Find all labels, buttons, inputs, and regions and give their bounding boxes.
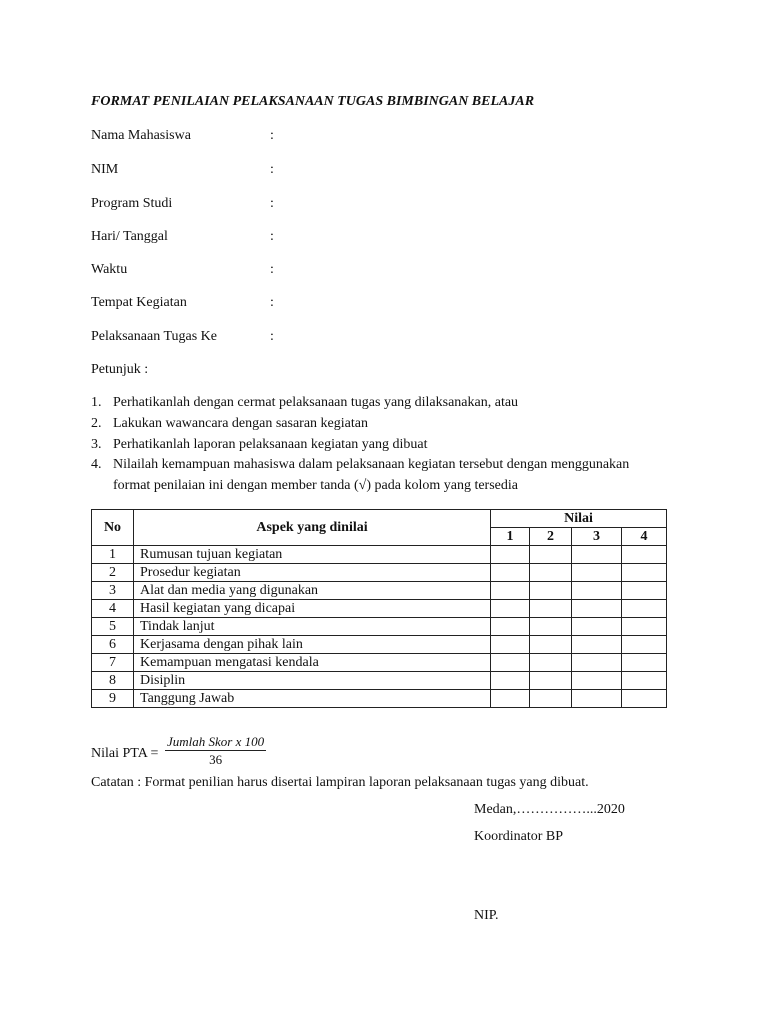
row-aspek: Kemampuan mengatasi kendala	[134, 654, 491, 672]
score-col-4: 4	[622, 528, 667, 546]
score-cell[interactable]	[530, 690, 572, 708]
score-cell[interactable]	[622, 654, 667, 672]
score-cell[interactable]	[622, 600, 667, 618]
row-aspek: Kerjasama dengan pihak lain	[134, 636, 491, 654]
score-cell[interactable]	[530, 582, 572, 600]
row-aspek: Disiplin	[134, 672, 491, 690]
table-row	[92, 546, 667, 564]
score-cell[interactable]	[530, 654, 572, 672]
score-cell[interactable]	[572, 618, 622, 636]
score-cell[interactable]	[491, 546, 530, 564]
row-aspek: Prosedur kegiatan	[134, 564, 491, 582]
catatan-note: Catatan : Format penilian harus disertai lampiran laporan pelaksanaan tugas yang dibuat.	[91, 775, 589, 790]
field-label-program-studi: Program Studi	[91, 196, 173, 211]
score-cell[interactable]	[572, 564, 622, 582]
field-colon-program-studi: :	[270, 196, 274, 211]
table-row	[92, 600, 667, 618]
table-row	[92, 618, 667, 636]
field-colon-nama: :	[270, 128, 274, 143]
score-cell[interactable]	[572, 546, 622, 564]
table-row	[92, 690, 667, 708]
table-row	[92, 672, 667, 690]
score-col-2: 2	[530, 528, 572, 546]
field-label-hari-tanggal: Hari/ Tanggal	[91, 229, 168, 244]
score-cell[interactable]	[530, 600, 572, 618]
score-cell[interactable]	[491, 690, 530, 708]
row-aspek: Hasil kegiatan yang dicapai	[134, 600, 491, 618]
petunjuk-label: Petunjuk :	[91, 362, 149, 377]
instruction-number: 4.	[91, 457, 102, 472]
score-cell[interactable]	[491, 672, 530, 690]
field-label-waktu: Waktu	[91, 262, 128, 277]
score-col-1: 1	[491, 528, 530, 546]
header-aspek: Aspek yang dinilai	[134, 510, 491, 546]
score-cell[interactable]	[530, 564, 572, 582]
row-no: 7	[92, 654, 134, 672]
table-row	[92, 654, 667, 672]
row-aspek: Alat dan media yang digunakan	[134, 582, 491, 600]
row-no: 1	[92, 546, 134, 564]
instruction-number: 3.	[91, 437, 102, 452]
score-cell[interactable]	[622, 636, 667, 654]
row-no: 4	[92, 600, 134, 618]
score-cell[interactable]	[622, 618, 667, 636]
formula-denominator: 36	[209, 752, 223, 767]
field-colon-hari-tanggal: :	[270, 229, 274, 244]
score-cell[interactable]	[491, 618, 530, 636]
field-label-tempat: Tempat Kegiatan	[91, 295, 187, 310]
field-colon-nim: :	[270, 162, 274, 177]
row-no: 8	[92, 672, 134, 690]
instruction-text: Nilailah kemampuan mahasiswa dalam pelaksanaan kegiatan tersebut dengan menggunakan	[113, 457, 630, 472]
field-colon-waktu: :	[270, 262, 274, 277]
score-cell[interactable]	[530, 618, 572, 636]
instruction-number: 2.	[91, 416, 102, 431]
assessment-table	[91, 509, 667, 708]
score-cell[interactable]	[530, 546, 572, 564]
signature-nip: NIP.	[474, 908, 499, 923]
score-cell[interactable]	[491, 654, 530, 672]
instruction-text: Lakukan wawancara dengan sasaran kegiatan	[113, 416, 368, 431]
field-label-pelaksanaan: Pelaksanaan Tugas Ke	[91, 329, 217, 344]
instruction-number: 1.	[91, 395, 102, 410]
score-cell[interactable]	[622, 564, 667, 582]
score-cell[interactable]	[491, 582, 530, 600]
score-cell[interactable]	[572, 636, 622, 654]
field-label-nim: NIM	[91, 162, 119, 177]
table-row	[92, 564, 667, 582]
score-cell[interactable]	[572, 690, 622, 708]
score-cell[interactable]	[572, 672, 622, 690]
score-cell[interactable]	[530, 636, 572, 654]
header-no: No	[92, 510, 134, 546]
formula-numerator: Jumlah Skor x 100	[167, 734, 265, 749]
signature-place-date: Medan,……………...2020	[474, 802, 625, 817]
score-cell[interactable]	[491, 636, 530, 654]
score-cell[interactable]	[622, 546, 667, 564]
row-aspek: Rumusan tujuan kegiatan	[134, 546, 491, 564]
row-no: 6	[92, 636, 134, 654]
instruction-text-continued: format penilaian ini dengan member tanda (√) pada kolom yang tersedia	[113, 478, 518, 493]
row-no: 5	[92, 618, 134, 636]
score-col-3: 3	[572, 528, 622, 546]
score-cell[interactable]	[530, 672, 572, 690]
score-cell[interactable]	[622, 672, 667, 690]
score-cell[interactable]	[622, 582, 667, 600]
table-row	[92, 636, 667, 654]
header-nilai: Nilai	[491, 510, 667, 528]
score-cell[interactable]	[622, 690, 667, 708]
row-aspek: Tindak lanjut	[134, 618, 491, 636]
score-cell[interactable]	[572, 600, 622, 618]
score-cell[interactable]	[572, 582, 622, 600]
score-cell[interactable]	[491, 564, 530, 582]
row-aspek: Tanggung Jawab	[134, 690, 491, 708]
field-label-nama: Nama Mahasiswa	[91, 128, 191, 143]
row-no: 2	[92, 564, 134, 582]
score-cell[interactable]	[491, 600, 530, 618]
instruction-text: Perhatikanlah laporan pelaksanaan kegiatan yang dibuat	[113, 437, 428, 452]
table-row	[92, 582, 667, 600]
document-title: FORMAT PENILAIAN PELAKSANAAN TUGAS BIMBINGAN BELAJAR	[91, 94, 535, 109]
signature-role: Koordinator BP	[474, 829, 564, 844]
formula-label: Nilai PTA =	[91, 746, 159, 761]
score-cell[interactable]	[572, 654, 622, 672]
table-header-row	[92, 510, 667, 528]
field-colon-tempat: :	[270, 295, 274, 310]
formula-fraction	[165, 734, 266, 769]
field-colon-pelaksanaan: :	[270, 329, 274, 344]
row-no: 9	[92, 690, 134, 708]
row-no: 3	[92, 582, 134, 600]
instruction-text: Perhatikanlah dengan cermat pelaksanaan tugas yang dilaksanakan, atau	[113, 395, 519, 410]
